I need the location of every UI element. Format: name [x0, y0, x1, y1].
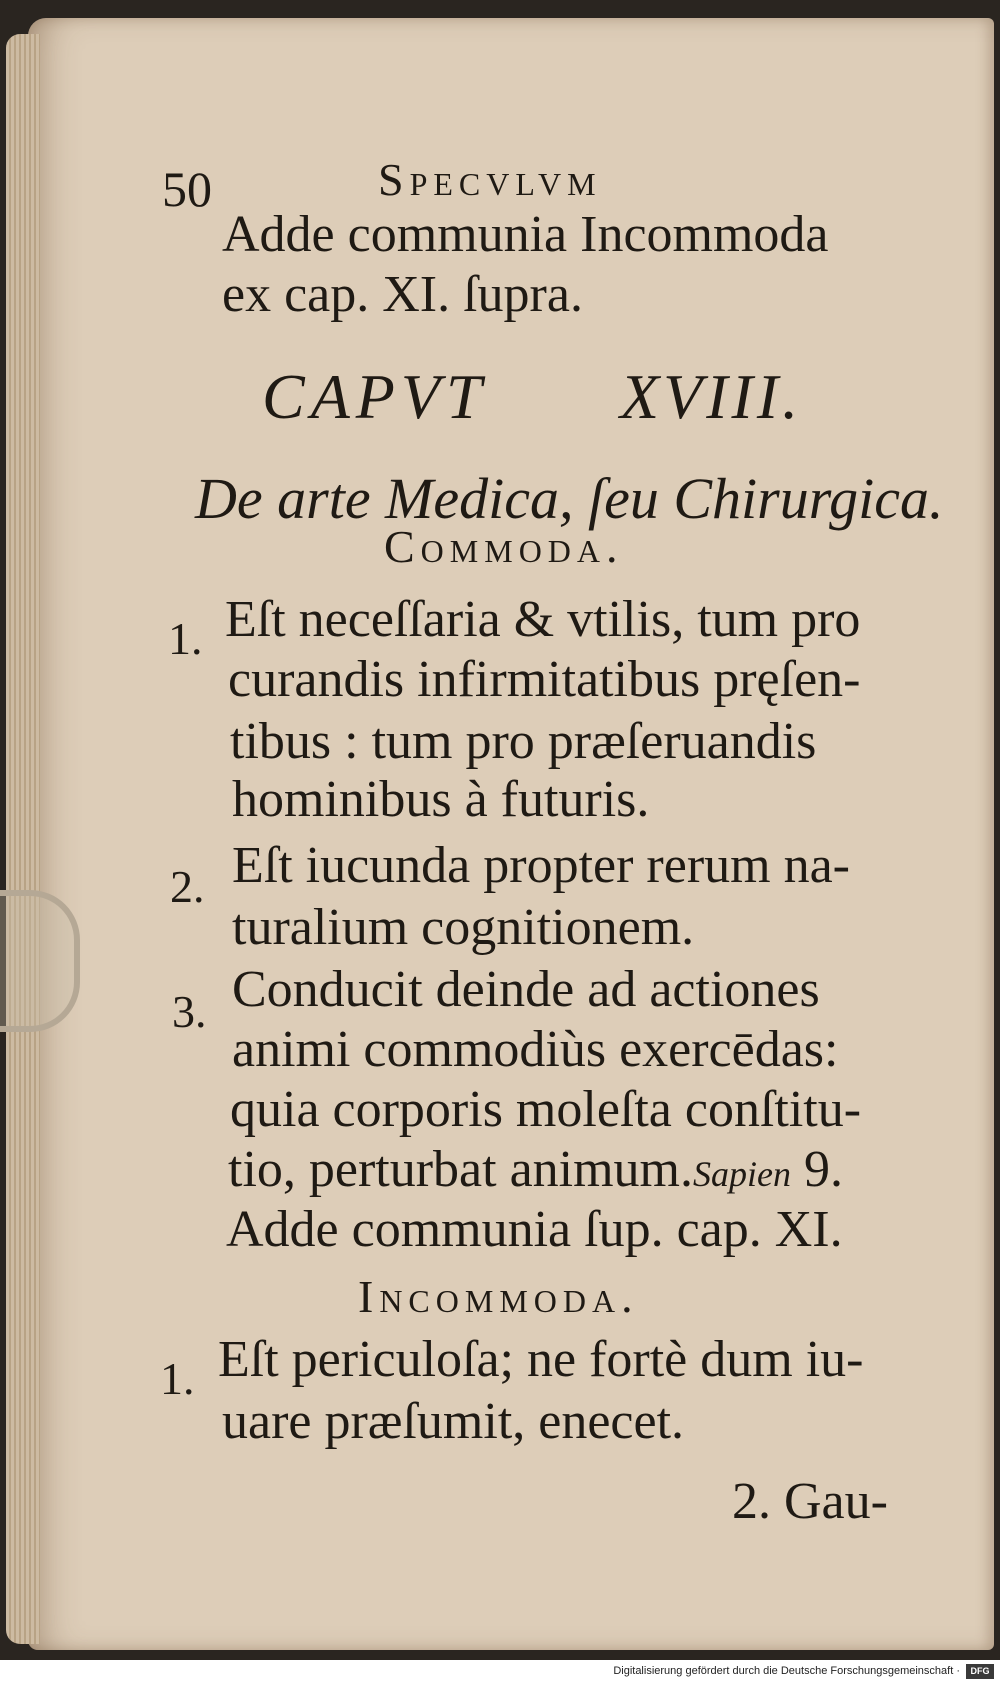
item-number: 1.	[168, 613, 203, 664]
footer-bar	[0, 1660, 1000, 1684]
section-heading-commoda: Commoda.	[384, 521, 624, 572]
dfg-logo-icon: DFG	[966, 1664, 994, 1679]
citation-number: 9.	[804, 1141, 843, 1198]
citation: Sapien	[693, 1154, 791, 1194]
footer-credit: Digitalisierung gefördert durch die Deutsche Forschungsgemeinschaft ·	[613, 1665, 960, 1677]
item-number: 1.	[160, 1353, 195, 1404]
text-line: tibus : tum pro præſeruandis	[230, 713, 817, 770]
text-line: quia corporis moleſta conſtitu-	[230, 1081, 862, 1138]
text-line: uare præſumit, enecet.	[222, 1393, 685, 1450]
running-head: Specvlvm	[378, 154, 602, 205]
catchword: 2. Gau-	[732, 1473, 888, 1530]
text-line: turalium cognitionem.	[232, 899, 695, 956]
text-line: Adde communia Incommoda	[222, 206, 829, 263]
text-line: Conducit deinde ad actiones	[232, 961, 820, 1018]
section-heading-incommoda: Incommoda.	[358, 1271, 639, 1322]
item-number: 3.	[172, 986, 207, 1037]
text-line: hominibus à futuris.	[232, 771, 650, 828]
text-line: Adde communia ſup. cap. XI.	[226, 1201, 843, 1258]
text-line: animi commodiùs exercēdas:	[232, 1021, 839, 1078]
item-number: 2.	[170, 861, 205, 912]
text-line	[228, 1140, 843, 1199]
text-line: Eſt iucunda propter rerum na-	[232, 837, 850, 894]
text-line: Eſt periculoſa; ne fortè dum iu-	[218, 1331, 864, 1388]
page-number: 50	[162, 161, 212, 217]
text-line: curandis infirmitatibus pręſen-	[228, 651, 861, 708]
text-line: ex cap. XI. ſupra.	[222, 266, 583, 323]
chapter-number: XVIII.	[620, 361, 803, 432]
text-span: tio, perturbat animum.	[228, 1141, 694, 1198]
chapter-subtitle: De arte Medica, ſeu Chirurgica.	[195, 466, 944, 531]
text-line: Eſt neceſſaria & vtilis, tum pro	[225, 591, 861, 648]
chapter-title: CAPVT	[262, 361, 488, 432]
